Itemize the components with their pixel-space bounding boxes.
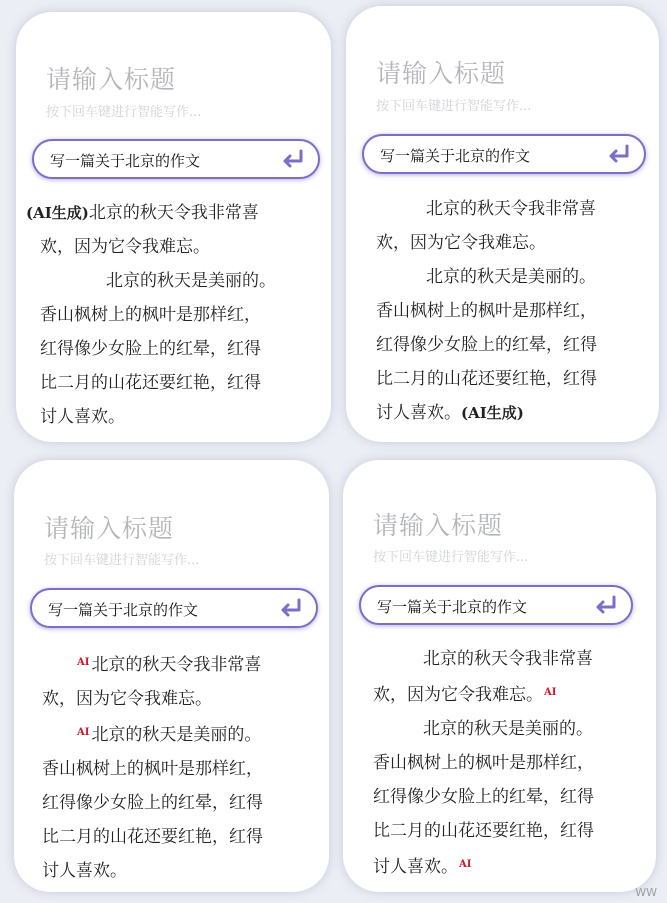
essay-line: 讨人喜欢。 [373,857,458,877]
essay-line: 讨人喜欢。 [40,407,125,427]
essay-line: 北京的秋天令我非常喜 [88,203,259,223]
essay-line: 北京的秋天是美丽的。 [426,267,596,287]
enter-icon[interactable] [278,597,304,619]
essay-body [373,642,655,884]
essay-body [26,196,326,434]
essay-line: 红得像少女脸上的红晕，红得 [42,793,263,813]
essay-line: 香山枫树上的枫叶是那样红， [40,305,261,325]
title-placeholder[interactable]: 请输入标题 [44,514,175,543]
subtitle-hint: 按下回车键进行智能写作... [373,550,529,565]
editor-card-2 [346,6,659,442]
enter-icon[interactable] [593,594,619,616]
title-placeholder[interactable]: 请输入标题 [46,65,177,94]
essay-line: 讨人喜欢。 [376,403,461,423]
ai-mark: AI [77,657,90,668]
essay-line: 红得像少女脸上的红晕，红得 [373,787,594,807]
ai-mark: AI [77,727,90,738]
ai-generated-label: (AI生成) [26,204,89,222]
essay-line: 北京的秋天令我非常喜 [426,199,596,219]
essay-line: 北京的秋天令我非常喜 [423,649,593,669]
essay-line: 香山枫树上的枫叶是那样红， [373,753,594,773]
essay-line: 北京的秋天是美丽的。 [91,725,262,745]
prompt-input[interactable] [30,588,318,628]
subtitle-hint: 按下回车键进行智能写作... [46,105,202,120]
essay-line: 红得像少女脸上的红晕，红得 [376,335,597,355]
title-placeholder[interactable]: 请输入标题 [373,511,504,540]
essay-line: 比二月的山花还要红艳，红得 [40,373,261,393]
essay-line: 比二月的山花还要红艳，红得 [373,821,594,841]
ai-mark: AI [459,859,472,870]
prompt-text: 写一篇关于北京的作文 [377,598,528,616]
essay-line: 比二月的山花还要红艳，红得 [376,369,597,389]
essay-line: 北京的秋天是美丽的。 [106,271,276,291]
editor-card-4 [343,460,656,892]
ai-generated-label: (AI生成) [461,404,524,422]
editor-card-1 [16,12,331,442]
essay-body [42,646,327,888]
subtitle-hint: 按下回车键进行智能写作... [44,553,200,568]
essay-line: 香山枫树上的枫叶是那样红， [42,759,263,779]
enter-icon[interactable] [280,148,306,170]
essay-line: 北京的秋天令我非常喜 [91,655,262,675]
essay-line: 讨人喜欢。 [42,861,127,881]
editor-card-3 [14,460,329,892]
subtitle-hint: 按下回车键进行智能写作... [376,99,532,114]
title-placeholder[interactable]: 请输入标题 [376,59,507,88]
enter-icon[interactable] [606,143,632,165]
ai-mark: AI [544,687,557,698]
watermark: WW [635,886,657,899]
essay-line: 欢，因为它令我难忘。 [373,685,543,705]
prompt-input[interactable] [359,585,633,625]
prompt-input[interactable] [32,139,320,179]
prompt-text: 写一篇关于北京的作文 [50,152,201,170]
prompt-input[interactable] [362,134,646,174]
essay-line: 比二月的山花还要红艳，红得 [42,827,263,847]
essay-line: 欢，因为它令我难忘。 [376,233,546,253]
essay-line: 北京的秋天是美丽的。 [423,719,593,739]
essay-line: 红得像少女脸上的红晕，红得 [40,339,261,359]
essay-line: 香山枫树上的枫叶是那样红， [376,301,597,321]
essay-line: 欢，因为它令我难忘。 [40,237,210,257]
essay-body [376,192,656,430]
prompt-text: 写一篇关于北京的作文 [380,147,531,165]
essay-line: 欢，因为它令我难忘。 [42,689,212,709]
prompt-text: 写一篇关于北京的作文 [48,601,199,619]
